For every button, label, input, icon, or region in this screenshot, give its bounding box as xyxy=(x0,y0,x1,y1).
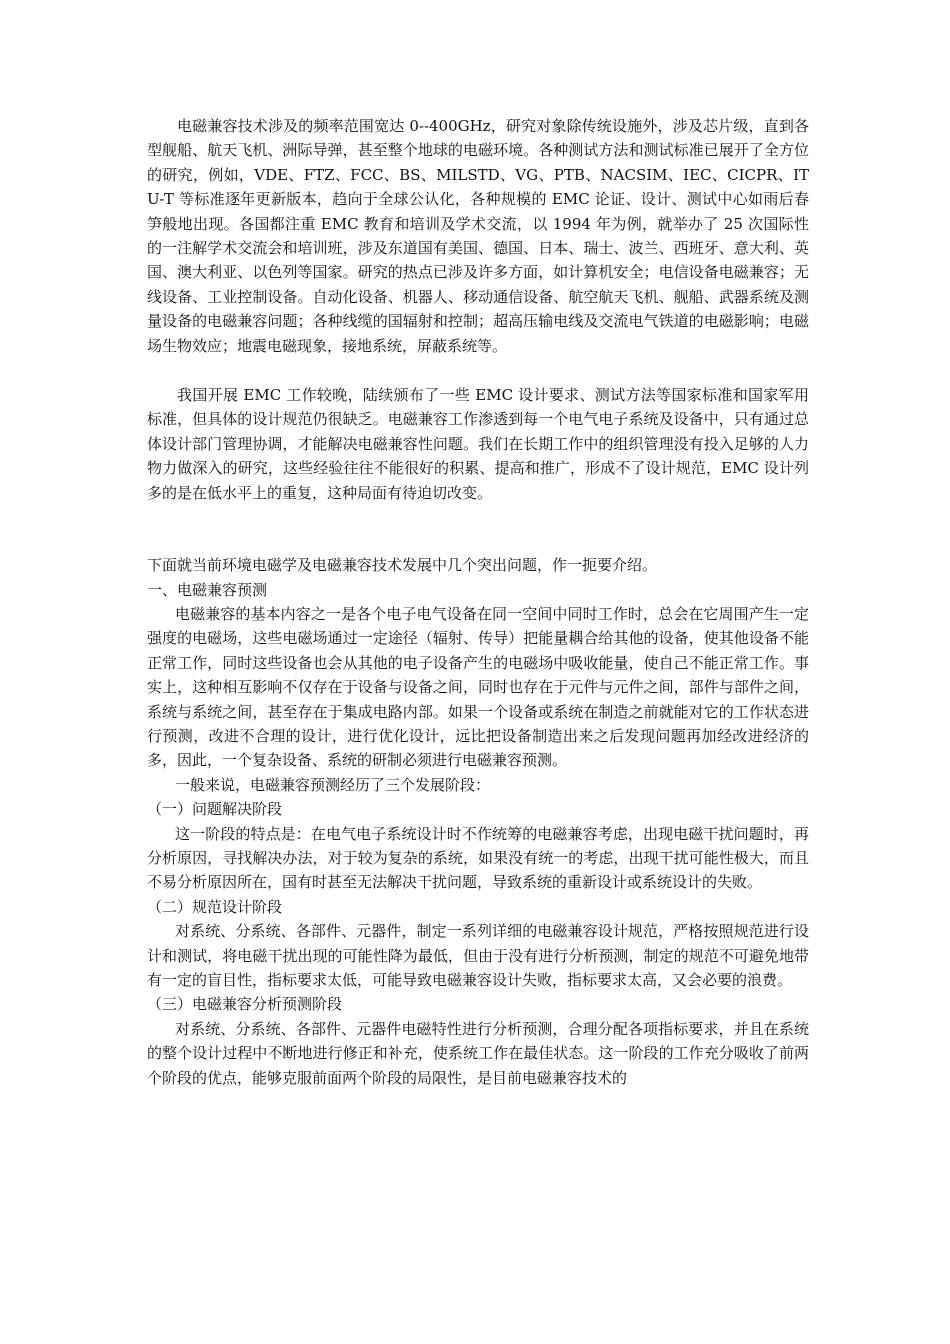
subheading-problem-solving-stage: （一）问题解决阶段 xyxy=(147,800,283,819)
paragraph-spec-design-stage: 对系统、分系统、各部件、元器件，制定一系列详细的电磁兼容设计规范，严格按照规范进行设计和测试，将电磁干扰出现的可能性降为最低，但由于没有进行分析预测，制定的规范不可避免地带有一定的盲目性，指标要求太低，可能导致电磁兼容设计失败，指标要求太高，又会必要的浪费。 xyxy=(147,922,809,989)
paragraph-china-emc-status: 我国开展 EMC 工作较晚，陆续颁布了一些 EMC 设计要求、测试方法等国家标准和国家军用标准，但具体的设计规范仍很缺乏。电磁兼容工作渗透到每一个电气电子系统及设备中，只有通过总体设计部门管理协调，才能解决电磁兼容性问题。我们在长期工作中的组织管理没有投入足够的人力物力做深入的研究，这些经验往往不能很好的积累、提高和推广，形成不了设计规范，EMC 设计列多的是在低水平上的重复，这种局面有待迫切改变。 xyxy=(147,386,809,502)
paragraph-intro: 下面就当前环境电磁学及电磁兼容技术发展中几个突出问题，作一扼要介绍。 xyxy=(147,556,658,575)
paragraph-problem-solving-stage: 这一阶段的特点是：在电气电子系统设计时不作统筹的电磁兼容考虑，出现电磁干扰问题时，再分析原因，寻找解决办法，对于较为复杂的系统，如果没有统一的考虑，出现干扰可能性极大，而且不易分析原因所在，国有时甚至无法解决干扰问题，导致系统的重新设计或系统设计的失败。 xyxy=(147,824,809,892)
document-body xyxy=(147,114,809,1090)
subheading-spec-design-stage: （二）规范设计阶段 xyxy=(147,897,283,916)
subheading-analysis-prediction-stage: （三）电磁兼容分析预测阶段 xyxy=(147,995,343,1014)
section-heading-emc-prediction: 一、电磁兼容预测 xyxy=(147,580,268,599)
paragraph-analysis-prediction-stage: 对系统、分系统、各部件、元器件电磁特性进行分析预测，合理分配各项指标要求，并且在系统的整个设计过程中不断地进行修正和补充，使系统工作在最佳状态。这一阶段的工作充分吸收了前两个阶段的优点，能够克服前面两个阶段的局限性，是目前电磁兼容技术的 xyxy=(147,1019,809,1087)
paragraph-three-stages: 一般来说，电磁兼容预测经历了三个发展阶段： xyxy=(175,775,491,794)
paragraph-emc-overview: 电磁兼容技术涉及的频率范围宽达 0--400GHz，研究对象除传统设施外，涉及芯片级，直到各型舰船、航天飞机、洲际导弹，甚至整个地球的电磁环境。各种测试方法和测试标准已展开了全方位的研究，例如，VDE、FTZ、FCC、BS、MILSTD、VG、PTB、NACSIM、IEC、CICPR、ITU-T 等标准逐年更新版本，趋向于全球公认化，各种规模的 EMC 论证、设计、测试中心如雨后春笋般地出现。各国都注重 EMC 教育和培训及学术交流，以 1994 年为例，就举办了 25 次国际性的一注解学术交流会和培训班，涉及东道国有美国、德国、日本、瑞士、波兰、西班牙、意大利、英国、澳大利亚、以色列等国家。研究的热点已涉及许多方面，如计算机安全；电信设备电磁兼容；无线设备、工业控制设备。自动化设备、机器人、移动通信设备、航空航天飞机、舰船、武器系统及测量设备的电磁兼容问题；各种线缆的国辐射和控制；超高压输电线及交流电气铁道的电磁影响；电磁场生物效应；地震电磁现象，接地系统，屏蔽系统等。 xyxy=(147,117,809,355)
paragraph-emc-prediction: 电磁兼容的基本内容之一是各个电子电气设备在同一空间中同时工作时，总会在它周围产生一定强度的电磁场，这些电磁场通过一定途径（辐射、传导）把能量耦合给其他的设备，使其他设备不能正常工作，同时这些设备也会从其他的电子设备产生的电磁场中吸收能量，使自己不能正常工作。事实上，这种相互影响不仅存在于设备与设备之间，同时也存在于元件与元件之间，部件与部件之间，系统与系统之间，甚至存在于集成电路内部。如果一个设备或系统在制造之前就能对它的工作状态进行预测，改进不合理的设计，进行优化设计，远比把设备制造出来之后发现问题再加经改进经济的多，因此，一个复杂设备、系统的研制必须进行电磁兼容预测。 xyxy=(147,604,809,770)
